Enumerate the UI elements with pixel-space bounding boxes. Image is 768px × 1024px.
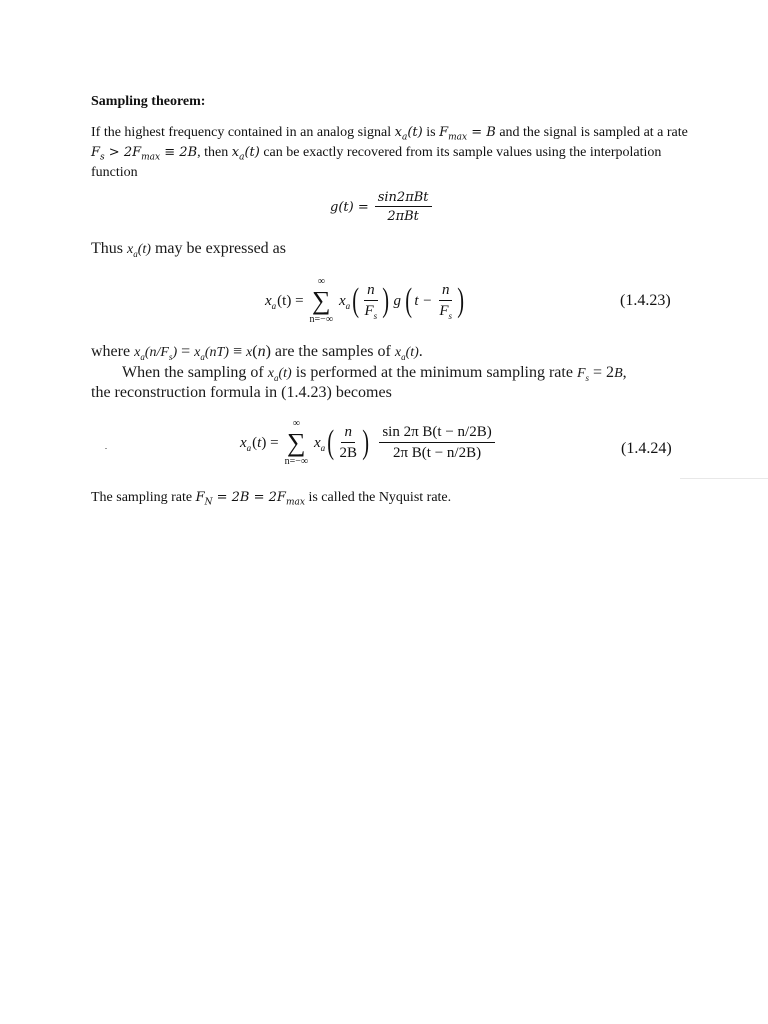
summation-symbol: ∞ ∑ n=−∞ — [309, 276, 333, 325]
intro-text-4: , then — [197, 145, 232, 160]
math-fn-eq: $F_N = 2B = 2F_{max}$ — [195, 490, 305, 508]
section-heading: Sampling theorem: — [91, 94, 206, 109]
thus-text-b: may be expressed as — [150, 240, 286, 257]
where-line: where $x_a(n/F_s) = x_a(nT) \equiv x(n)$ are the samples of $x_a(t)$. — [91, 343, 423, 362]
equation-number-1-4-23: (1.4.23) — [620, 292, 671, 309]
math-fmax-eq-b: $F_{max} = B$ — [439, 125, 496, 143]
summation-symbol-2: ∞ ∑ n=−∞ — [284, 418, 308, 467]
g-eq-numerator: sin2πBt — [375, 190, 432, 207]
scan-rule — [680, 478, 768, 479]
sinc-fraction: $\frac{\text{sin 2π B(t − n/2B)}}{\text{2π B(t − n/2B)}}$ — [379, 424, 494, 462]
equation-1-4-24: $x_a$ (t) = ∞ ∑ n=−∞ $x_a$ ( $\frac{n}{2B}$ ) $\frac{\text{sin 2π B(t − n/2B)}}{\text{2π B(t − n/2B)}}$ — [240, 418, 495, 468]
intro-paragraph — [91, 123, 691, 183]
n-over-2b-fraction: $\frac{n}{2B}$ — [339, 424, 357, 461]
equation-number-1-4-24: (1.4.24) — [621, 440, 672, 457]
g-eq-lhs: g(t) = — [330, 199, 369, 215]
math-xa-t-2: $x_a(t)$ — [231, 145, 260, 163]
scan-dot — [105, 448, 107, 449]
math-fs-gt-2fmax: $F_s > 2F_{max} \equiv 2B$ — [91, 145, 198, 163]
intro-text-5: can be exactly recovered from its sample values using the interpolation function — [91, 145, 662, 180]
when-line: When the sampling of $x_a(t)$ is performed at the minimum sampling rate $F_s = 2B$, — [122, 364, 627, 383]
n-over-fs-fraction-2: $\frac{n}{F_s}$ — [439, 282, 453, 321]
intro-text-3: and the signal is sampled at a rate — [495, 125, 688, 140]
nyquist-line: The sampling rate $F_N = 2B = 2F_{max}$ is called the Nyquist rate. — [91, 490, 452, 508]
n-over-fs-fraction-1: $\frac{n}{F_s}$ — [364, 282, 378, 321]
reconstruction-line: the reconstruction formula in (1.4.23) becomes — [91, 384, 392, 401]
intro-text-1: If the highest frequency contained in an analog signal — [91, 125, 395, 140]
thus-line: Thus $x_a(t)$ may be expressed as — [91, 240, 286, 259]
intro-text-2: is — [422, 125, 440, 140]
equation-1-4-23: $x_a$ (t) = ∞ ∑ n=−∞ $x_a$ ( $\frac{n}{F_s}$ ) g ( t − $\frac{n}{F_s}$ ) — [265, 276, 465, 325]
g-eq-denominator: 2πBt — [387, 209, 419, 224]
g-eq-fraction — [375, 190, 432, 224]
interpolation-function-equation — [330, 190, 432, 224]
thus-text-a: Thus — [91, 240, 127, 257]
math-xa-t: $x_a(t)$ — [394, 125, 423, 143]
